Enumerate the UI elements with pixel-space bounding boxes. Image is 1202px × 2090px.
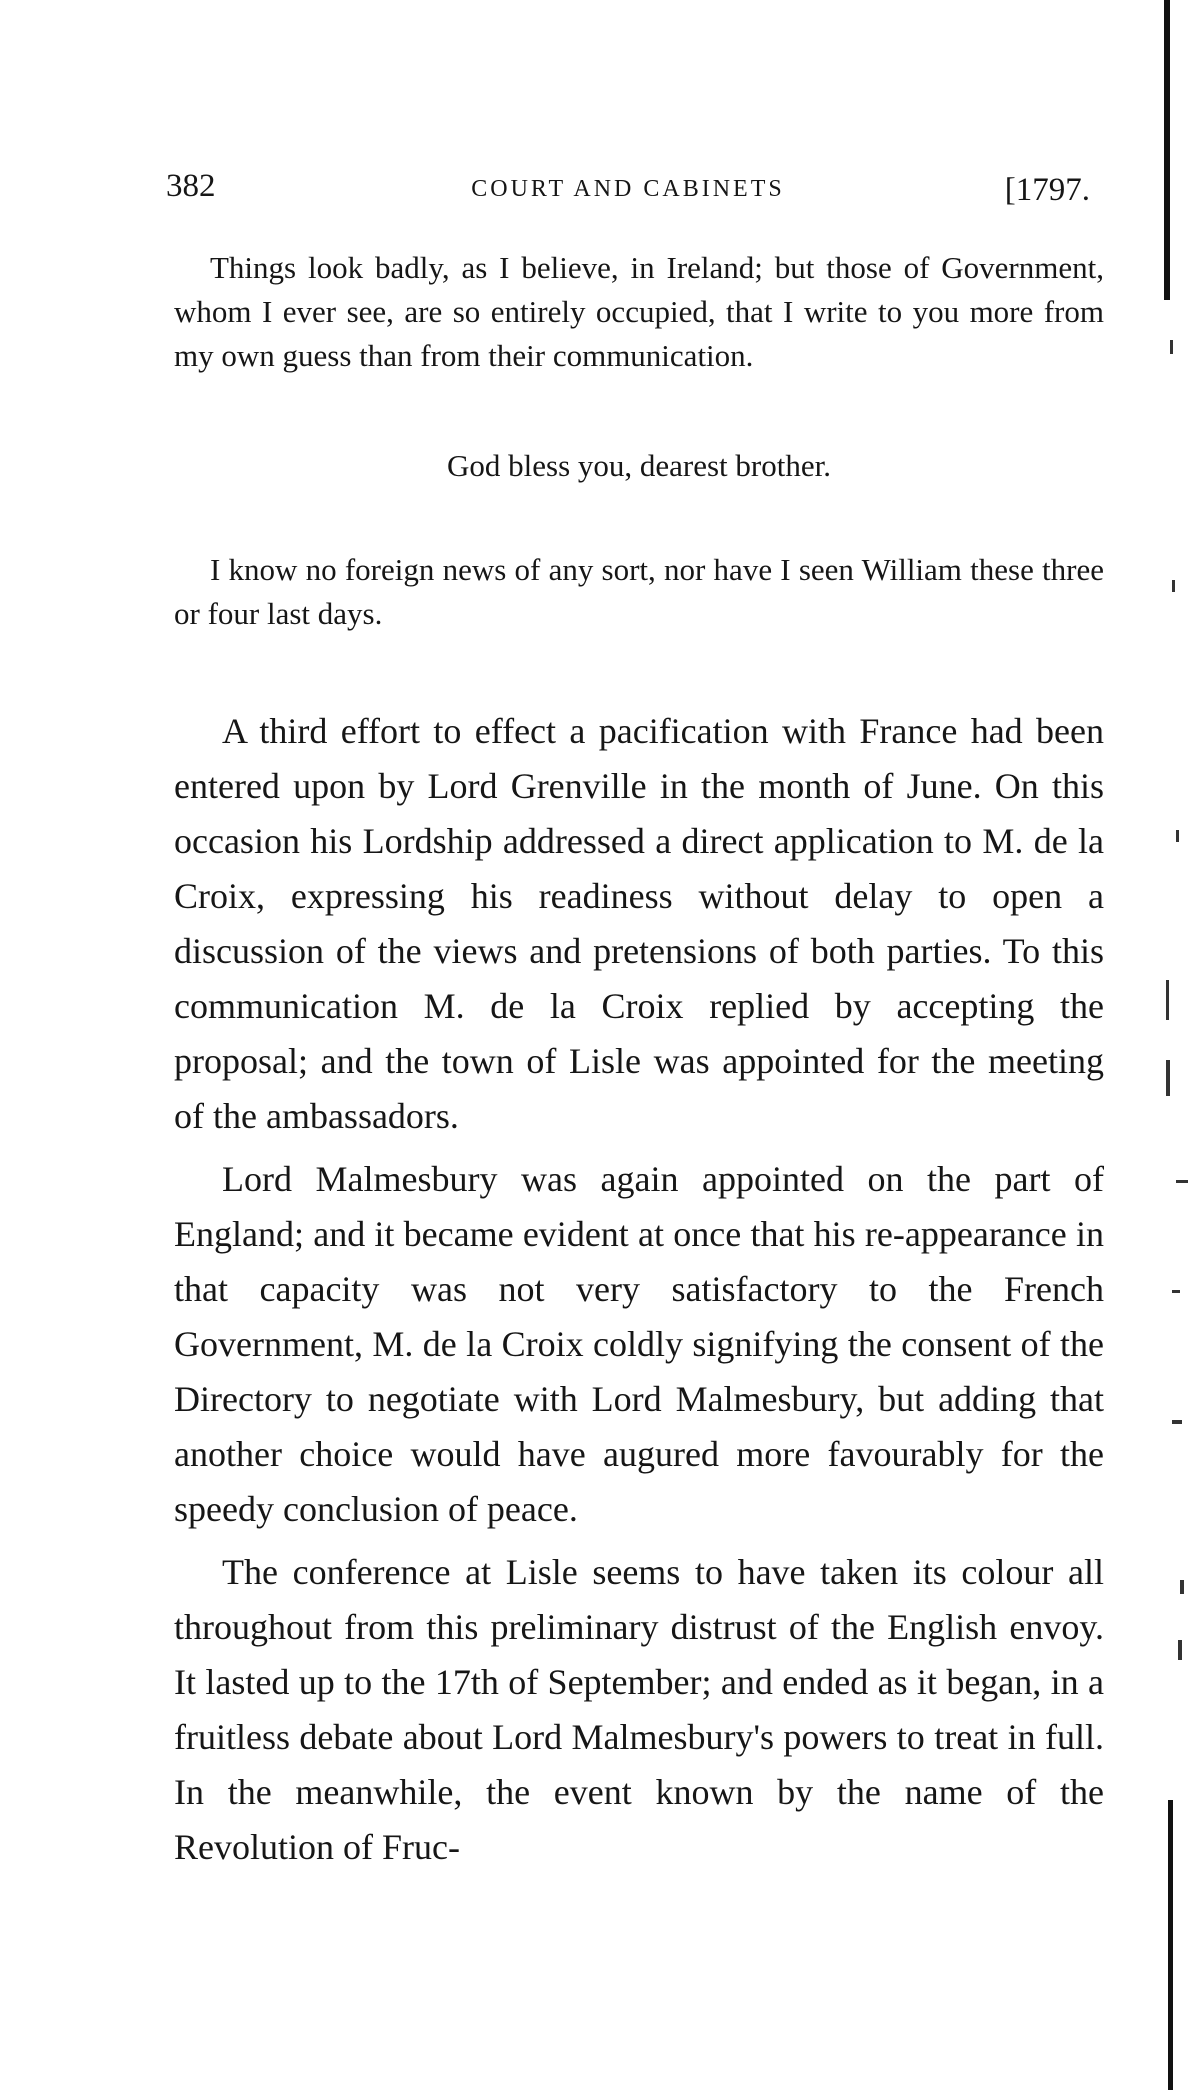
letter-closing: God bless you, dearest brother. — [447, 448, 831, 483]
page-edge-speck — [1176, 1180, 1188, 1183]
page-edge-speck — [1170, 340, 1173, 354]
narrative-text — [174, 704, 1104, 1883]
running-title: COURT AND CABINETS — [471, 176, 785, 202]
page-edge-speck — [1166, 980, 1169, 1020]
page-edge-top — [1164, 0, 1170, 300]
page-edge-speck — [1166, 1060, 1170, 1096]
postscript-paragraph: I know no foreign news of any sort, nor have I seen William these three or four last days. — [174, 552, 1104, 631]
page-edge-speck — [1176, 830, 1179, 842]
letter-excerpt — [174, 246, 1104, 378]
page-edge-speck — [1180, 1580, 1184, 1594]
narrative-paragraph: A third effort to effect a pacification with France had been entered upon by Lord Grenville in the month of June. On this occasion his Lordship addressed a direct application to M. de la Croix, expressing his readiness without delay to open a discussion of the views and pretensions of both parties. To this communication M. de la Croix replied by accepting the proposal; and the town of Lisle was appointed for the meeting of the ambassadors. — [174, 711, 1104, 1136]
page-edge-speck — [1172, 580, 1175, 592]
letter-postscript — [174, 548, 1104, 636]
page-edge-speck — [1172, 1420, 1182, 1424]
header-year: [1797. — [1004, 172, 1090, 208]
narrative-paragraph: The conference at Lisle seems to have taken its colour all throughout from this preliminary distrust of the English envoy. It lasted up to the 17th of September; and ended as it began, in a fruitless debate about Lord Malmesbury's powers to treat in full. In the meanwhile, the event known by the name of the Revolution of Fruc- — [174, 1552, 1104, 1867]
page-edge-speck — [1178, 1640, 1182, 1660]
letter-paragraph: Things look badly, as I believe, in Ireland; but those of Government, whom I ever see, are so entirely occupied, that I write to you more from my own guess than from their communication. — [174, 250, 1104, 373]
narrative-paragraph: Lord Malmesbury was again appointed on the part of England; and it became evident at once that his re-appearance in that capacity was not very satisfactory to the French Government, M. de la Croix coldly signifying the consent of the Directory to negotiate with Lord Malmesbury, but adding that another choice would have augured more favourably for the speedy conclusion of peace. — [174, 1159, 1104, 1529]
page-header — [166, 168, 1090, 218]
page-edge-bottom — [1168, 1800, 1173, 2090]
page-number: 382 — [166, 168, 216, 204]
page-edge-speck — [1172, 1290, 1180, 1293]
